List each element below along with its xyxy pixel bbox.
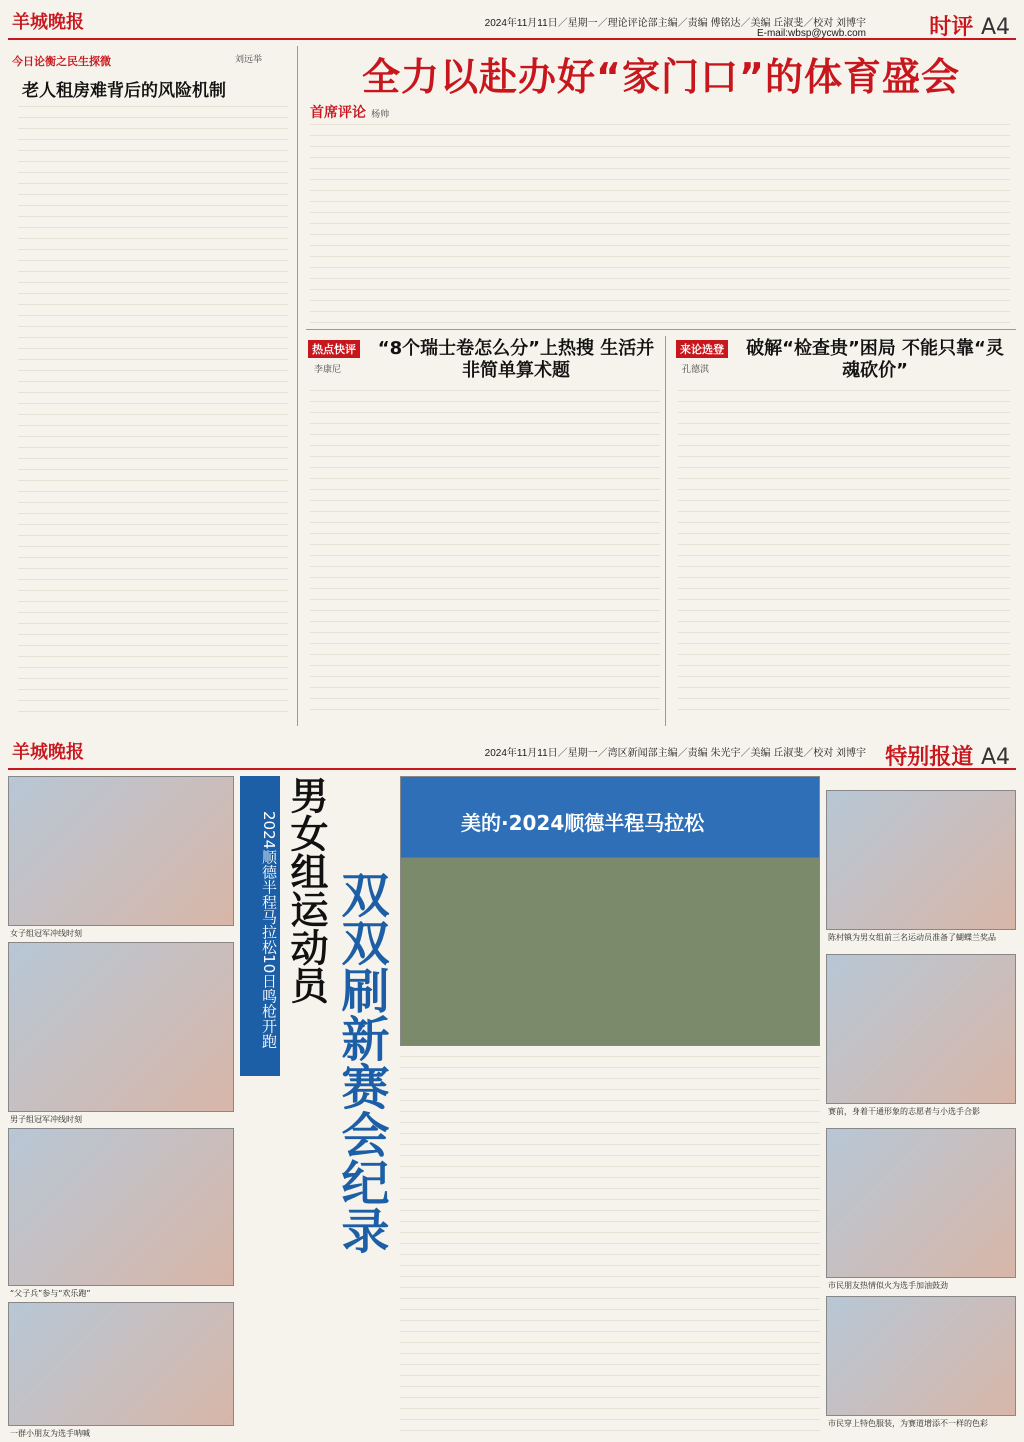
- contact-email[interactable]: E-mail:wbsp@ycwb.com: [756, 28, 866, 39]
- caption-female-finish: 女子组冠军冲线时刻: [10, 929, 82, 938]
- main-byline: 杨帅: [371, 110, 390, 120]
- photo-kids-cheering: [8, 1302, 234, 1426]
- photo-costumes: [826, 1296, 1016, 1416]
- story3-byline: 孔德淇: [682, 365, 710, 375]
- story3-headline: 破解“检查贵”困局 不能只靠“灵魂砍价”: [746, 338, 1004, 381]
- photo-male-finish: [8, 942, 234, 1112]
- main-headline: 全力以赴办好“家门口”的体育盛会: [362, 55, 960, 99]
- story-checkup-cost: [674, 336, 1016, 726]
- vertical-title: 2024顺德半程马拉松10日鸣枪开跑: [240, 776, 280, 1076]
- caption-father-son: “父子兵”参与“欢乐跑”: [10, 1289, 91, 1298]
- page-number: A4: [980, 745, 1010, 770]
- headline-part-a: 男女组运动员: [284, 776, 328, 1004]
- story-swiss-roll: [306, 336, 666, 726]
- main-article-body: [310, 124, 1010, 324]
- byline: 刘远举: [234, 55, 262, 65]
- article-body: [18, 106, 288, 716]
- section-name: 时评: [929, 15, 974, 40]
- story2-byline: 李康尼: [314, 365, 342, 375]
- section-name: 特别报道: [885, 745, 974, 770]
- left-column-article: [8, 46, 298, 726]
- photo-father-son: [8, 1128, 234, 1286]
- photo-cheerleaders: [826, 1128, 1016, 1278]
- caption-kids: 一群小朋友为选手呐喊: [10, 1429, 90, 1438]
- main-kicker: 首席评论: [310, 105, 366, 121]
- masthead-top: [8, 4, 1016, 40]
- newspaper-logo: 羊城晚报: [12, 742, 84, 763]
- main-commentary-area: [306, 46, 1016, 726]
- photo-race-start: [400, 776, 820, 1046]
- story3-kicker: 来论选登: [676, 340, 728, 358]
- edition-meta: 2024年11月11日／星期一／理论评论部主编／责编 傅铭达／美编 丘淑斐／校对 刘博宇: [484, 18, 866, 29]
- masthead-bottom: [8, 734, 1016, 770]
- caption-costumes: 市民穿上特色服装，为赛道增添不一样的色彩: [828, 1419, 988, 1428]
- photo-orchid-prize: [826, 790, 1016, 930]
- column-kicker: 今日论衡之民生探微: [12, 55, 111, 68]
- story2-body: [310, 390, 660, 720]
- caption-orchid: 陈村镇为男女组前三名运动员准备了蝴蝶兰奖品: [828, 933, 996, 942]
- caption-male-finish: 男子组冠军冲线时刻: [10, 1115, 82, 1124]
- section-tag: [885, 740, 1010, 771]
- photo-female-finish: [8, 776, 234, 926]
- caption-cheering: 市民朋友热情似火为选手加油鼓劲: [828, 1281, 948, 1290]
- newspaper-logo: 羊城晚报: [12, 12, 84, 33]
- section-tag: [929, 10, 1010, 41]
- race-article-body: [400, 1056, 820, 1436]
- page-number: A4: [980, 15, 1010, 40]
- photo-volunteer-mascot: [826, 954, 1016, 1104]
- start-banner: 美的·2024顺德半程马拉松: [461, 811, 705, 835]
- story3-body: [678, 390, 1010, 720]
- headline-part-b: 双双刷新赛会纪录: [333, 870, 389, 1254]
- main-article: [306, 98, 1016, 330]
- story2-kicker: 热点快评: [308, 340, 360, 358]
- special-report-page: [0, 730, 1024, 1442]
- edition-meta: 2024年11月11日／星期一／湾区新闻部主编／责编 朱光宇／美编 丘淑斐／校对 刘博宇: [484, 748, 866, 759]
- article-headline: 老人租房难背后的风险机制: [22, 81, 226, 101]
- caption-volunteer: 赛前，身着干通形象的志愿者与小选手合影: [828, 1107, 980, 1116]
- story2-headline: “8个瑞士卷怎么分”上热搜 生活并非简单算术题: [377, 338, 655, 381]
